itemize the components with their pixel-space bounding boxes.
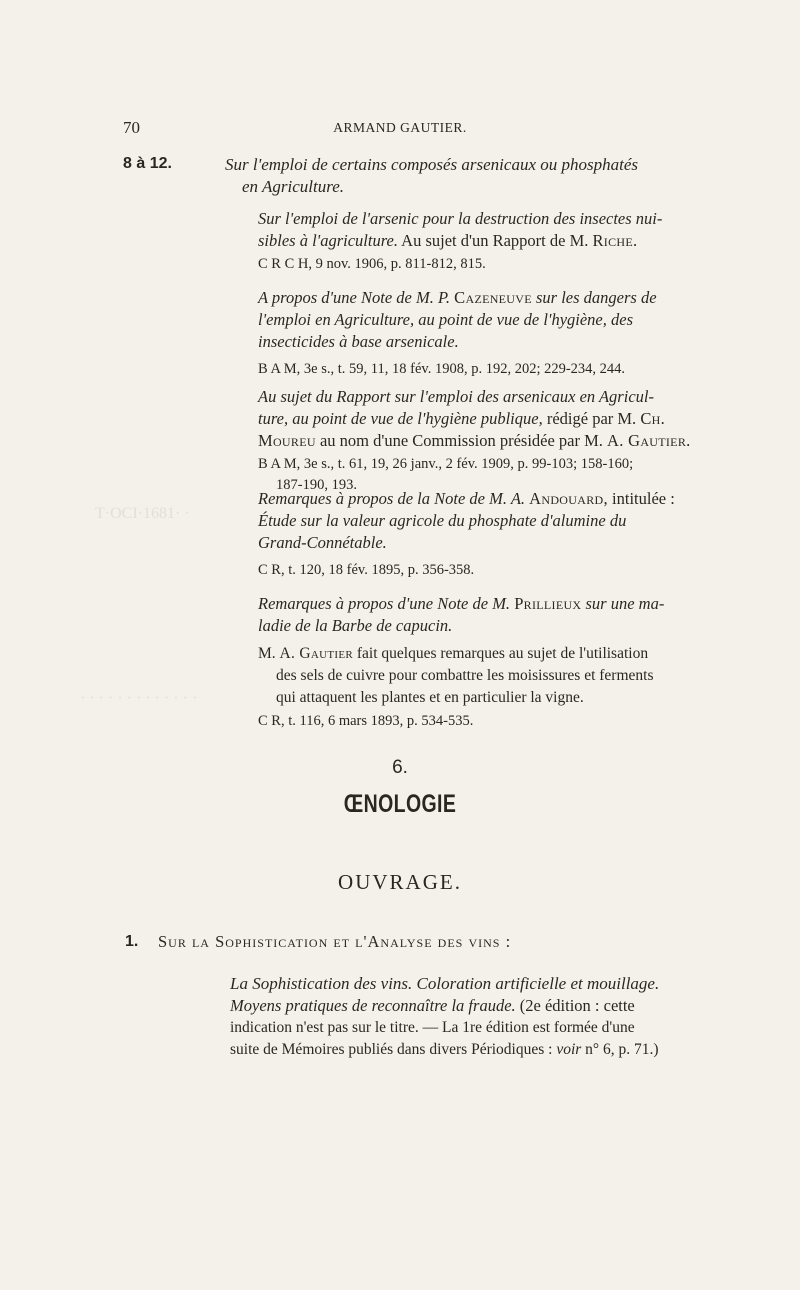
item-title: ture, au point de vue de l'hygiène publique, <box>258 409 543 428</box>
item-reference: C R C H, 9 nov. 1906, p. 811-812, 815. <box>258 256 486 272</box>
item-title: ladie de la Barbe de capucin. <box>258 616 453 635</box>
page-number: 70 <box>123 118 140 137</box>
entry-title-line: Sur l'emploi de certains composés arsenicaux ou phosphatés <box>225 155 638 174</box>
show-through-text: · · · · · · · · · · · · · <box>80 690 198 707</box>
show-through-text: T·OCI·1681· · <box>95 505 190 522</box>
item-note: au nom d'une Commission présidée par M. <box>315 431 608 450</box>
item-title: La Sophistication des vins. Coloration artificielle et mouillage. <box>230 974 660 993</box>
item-title: sur une ma- <box>585 594 665 613</box>
bibliography-item <box>258 287 738 380</box>
author-name: Andouard, <box>529 489 608 508</box>
item-title: l'emploi en Agriculture, au point de vue de l'hygiène, des <box>258 310 634 329</box>
item-title: Remarques à propos d'une Note de M. <box>258 594 511 613</box>
item-title: Moyens pratiques de reconnaître la fraude. <box>230 996 516 1015</box>
item-description: qui attaquent les plantes et en particulier la vigne. <box>276 689 584 706</box>
item-note: rédigé par M. <box>542 409 641 428</box>
item-reference: 187-190, 193. <box>276 477 357 493</box>
item-description: fait quelques remarques au sujet de l'utilisation <box>353 645 649 662</box>
item-note: suite de Mémoires publiés dans divers Périodiques : <box>230 1041 557 1058</box>
entry-title-line: en Agriculture. <box>242 177 344 196</box>
author-name: Riche. <box>592 231 638 250</box>
item-note: voir <box>556 1041 582 1058</box>
item-title: Grand-Connétable. <box>258 533 387 552</box>
author-name: Moureu <box>258 431 316 450</box>
bibliography-item <box>258 593 738 732</box>
item-title: Étude sur la valeur agricole du phosphate d'alumine du <box>258 511 627 530</box>
item-note: indication n'est pas sur le titre. — La 1re édition est formée d'une <box>230 1019 635 1036</box>
item-reference: B A M, 3e s., t. 61, 19, 26 janv., 2 fév. 1909, p. 99-103; 158-160; <box>258 456 634 472</box>
bibliography-item <box>230 973 740 1061</box>
item-title: sibles à l'agriculture. <box>258 231 398 250</box>
section-title: ŒNOLOGIE <box>343 790 457 818</box>
running-title: ARMAND GAUTIER. <box>333 120 467 135</box>
author-name: Ch. <box>640 409 666 428</box>
entry-heading: Sur la Sophistication et l'Analyse des vins : <box>158 932 512 951</box>
item-title: A propos d'une Note de M. P. <box>258 288 451 307</box>
section-subtitle: OUVRAGE. <box>338 870 462 894</box>
item-note: intitulée : <box>607 489 675 508</box>
section-number: 6. <box>392 757 408 778</box>
author-name: A. Gautier. <box>607 431 691 450</box>
bibliography-item <box>258 208 738 275</box>
item-note: n° 6, p. 71.) <box>581 1041 659 1058</box>
item-reference: C R, t. 120, 18 fév. 1895, p. 356-358. <box>258 562 475 578</box>
author-name: Prillieux <box>514 594 582 613</box>
author-name: A. Gautier <box>279 645 354 662</box>
item-description: des sels de cuivre pour combattre les moisissures et ferments <box>276 667 654 684</box>
item-note: Au sujet d'un Rapport de M. <box>397 231 593 250</box>
bibliography-item <box>258 386 738 496</box>
item-description: M. <box>258 645 280 662</box>
item-title: sur les dangers de <box>536 288 657 307</box>
entry-title <box>225 154 638 198</box>
entry-number: 8 à 12. <box>123 155 172 172</box>
item-title: insecticides à base arsenicale. <box>258 332 459 351</box>
bibliography-item <box>258 488 738 581</box>
item-title: Remarques à propos de la Note de M. A. <box>258 489 526 508</box>
item-title: Sur l'emploi de l'arsenic pour la destruction des insectes nui- <box>258 209 663 228</box>
entry-number: 1. <box>125 933 139 950</box>
item-title: Au sujet du Rapport sur l'emploi des arsenicaux en Agricul- <box>258 387 654 406</box>
author-name: Cazeneuve <box>454 288 532 307</box>
item-note: (2e édition : cette <box>515 996 635 1015</box>
item-reference: B A M, 3e s., t. 59, 11, 18 fév. 1908, p. 192, 202; 229-234, 244. <box>258 361 626 377</box>
item-reference: C R, t. 116, 6 mars 1893, p. 534-535. <box>258 713 474 729</box>
